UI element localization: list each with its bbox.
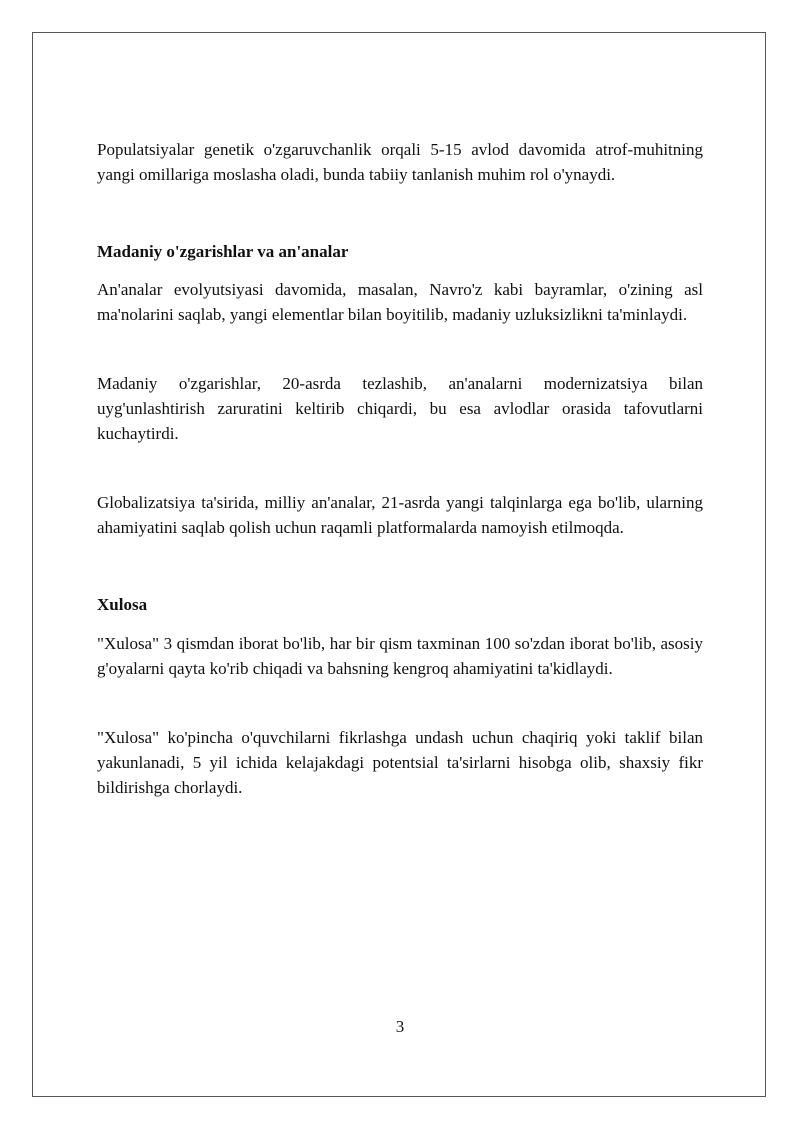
- paragraph-population-adaptation: Populatsiyalar genetik o'zgaruvchanlik orqali 5-15 avlod davomida atrof-muhitning yangi omillariga moslasha oladi, bunda tabiiy tanlanish muhim rol o'ynaydi.: [97, 140, 703, 184]
- paragraph-globalization: Globalizatsiya ta'sirida, milliy an'analar, 21-asrda yangi talqinlarga ega bo'lib, ularning ahamiyatini saqlab qolish uchun raqamli platformalarda namoyish etilmoqda.: [97, 493, 703, 537]
- page-number: 3: [395, 1017, 405, 1036]
- paragraph-conclusion-structure: "Xulosa" 3 qismdan iborat bo'lib, har bir qism taxminan 100 so'zdan iborat bo'lib, asosiy g'oyalarni qayta ko'rib chiqadi va bahsning kengroq ahamiyatini ta'kidlaydi.: [97, 634, 703, 678]
- heading-conclusion: Xulosa: [97, 595, 148, 614]
- paragraph-traditions-evolution: An'analar evolyutsiyasi davomida, masalan, Navro'z kabi bayramlar, o'zining asl ma'nolarini saqlab, yangi elementlar bilan boyitilib, madaniy uzluksizlikni ta'minlaydi.: [97, 280, 703, 324]
- heading-cultural-changes: Madaniy o'zgarishlar va an'analar: [97, 242, 349, 261]
- paragraph-conclusion-call-to-action: "Xulosa" ko'pincha o'quvchilarni fikrlashga undash uchun chaqiriq yoki taklif bilan yakunlanadi, 5 yil ichida kelajakdagi potentsial ta'sirlarni hisobga olib, shaxsiy fikr bildirishga chorlaydi.: [97, 728, 703, 797]
- paragraph-cultural-modernization: Madaniy o'zgarishlar, 20-asrda tezlashib, an'analarni modernizatsiya bilan uyg'unlashtirish zaruratini keltirib chiqardi, bu esa avlodlar orasida tafovutlarni kuchaytirdi.: [97, 374, 703, 443]
- page-content: [97, 137, 703, 800]
